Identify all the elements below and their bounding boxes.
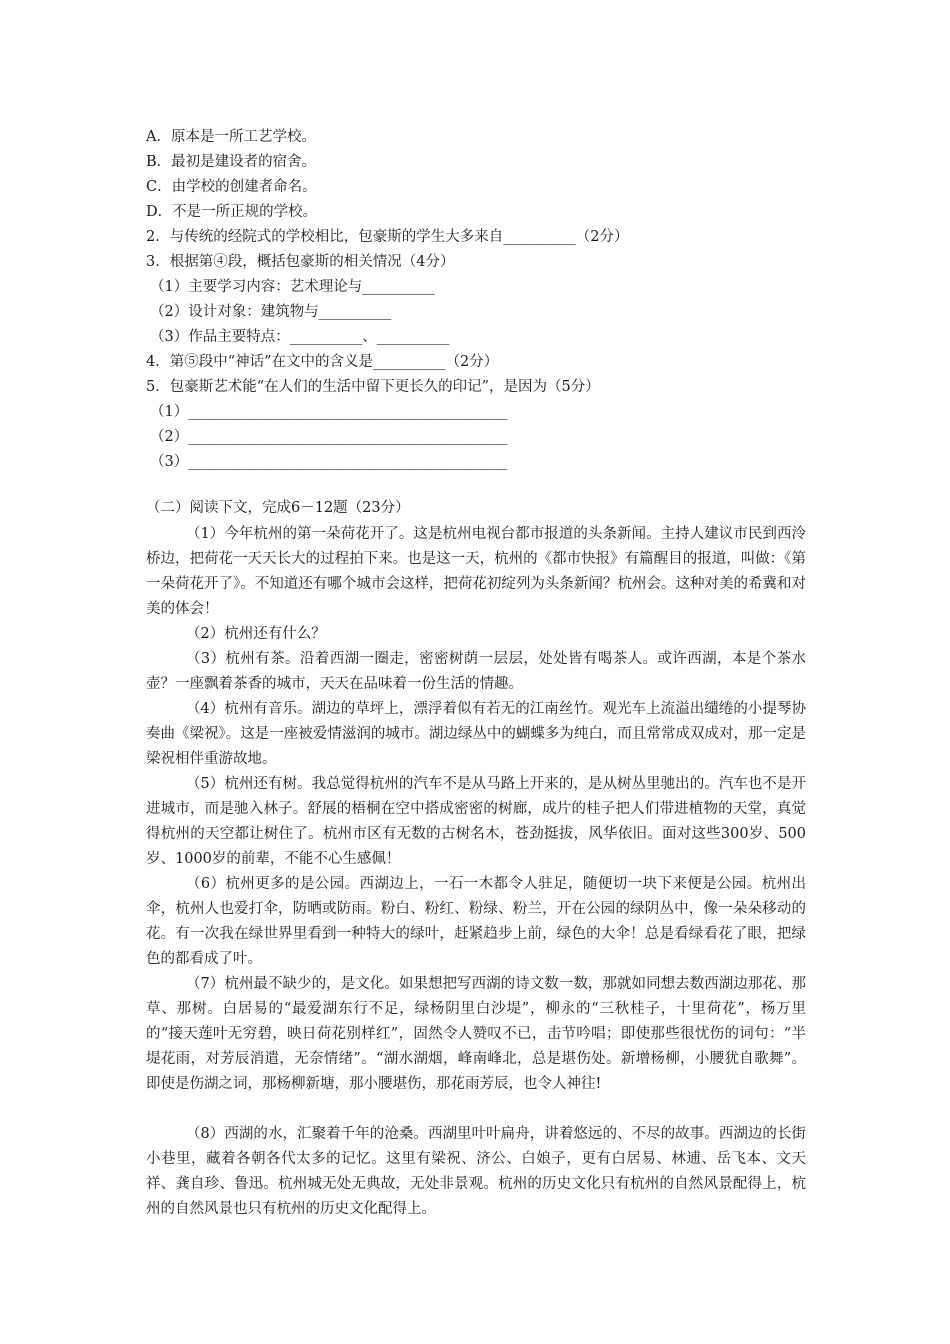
paragraph-4: （4）杭州有音乐。湖边的草坪上，漂浮着似有若无的江南丝竹。观光车上流溢出缱绻的小提琴协奏曲《梁祝》。这是一座被爱情滋润的城市。湖边绿丛中的蝴蝶多为纯白，而且常常成双成对，那一定是梁祝相伴重游故地。: [146, 701, 806, 767]
question-3: 3．根据第④段，概括包豪斯的相关情况（4分）: [146, 254, 455, 270]
paragraph-1: （1）今年杭州的第一朵荷花开了。这是杭州电视台都市报道的头条新闻。主持人建议市民到西泠桥边，把荷花一天天长大的过程拍下来。也是这一天，杭州的《都市快报》有篇醒目的报道，叫做：《第一朵荷花开了》。不知道还有哪个城市会这样，把荷花初绽列为头条新闻？杭州会。这种对美的希冀和对美的体会！: [146, 526, 806, 617]
option-d: D．不是一所正规的学校。: [146, 204, 318, 220]
paragraph-8: （8）西湖的水，汇聚着千年的沧桑。西湖里叶叶扁舟，讲着悠远的、不尽的故事。西湖边的长街小巷里，藏着各朝各代太多的记忆。这里有梁祝、济公、白娘子，更有白居易、林逋、岳飞本、文天祥、龚自珍、鲁迅。杭州城无处无典故，无处非景观。杭州的历史文化只有杭州的自然风景配得上，杭州的自然风景也只有杭州的历史文化配得上。: [146, 1126, 806, 1217]
question-5-item-1: （1）____________________________________________: [150, 404, 508, 420]
question-5-item-2: （2）____________________________________________: [150, 429, 508, 445]
paragraph-3: （3）杭州有茶。沿着西湖一圈走，密密树荫一层层，处处皆有喝茶人。或许西湖，本是个茶水壶？一座飘着茶香的城市，天天在品味着一份生活的情趣。: [146, 651, 806, 692]
option-a: A．原本是一所工艺学校。: [146, 129, 316, 145]
option-c: C．由学校的创建者命名。: [146, 179, 317, 195]
question-4: 4．第⑤段中“神话”在文中的含义是__________（2分）: [146, 354, 499, 370]
option-b: B．最初是建设者的宿舍。: [146, 154, 317, 170]
section-heading: （二）阅读下文，完成6－12题（23分）: [146, 500, 410, 516]
question-3-item-2: （2）设计对象：建筑物与__________: [150, 304, 392, 320]
question-3-item-3: （3）作品主要特点：__________、__________: [150, 329, 450, 345]
question-3-item-1: （1）主要学习内容：艺术理论与__________: [150, 279, 435, 295]
paragraph-6: （6）杭州更多的是公园。西湖边上，一石一木都令人驻足，随便切一块下来便是公园。杭州出伞，杭州人也爱打伞，防晒或防雨。粉白、粉红、粉绿、粉兰，开在公园的绿阴丛中，像一朵朵移动的花。有一次我在绿世界里看到一种特大的绿叶，赶紧趋步上前，绿色的大伞！总是看绿看花了眼，把绿色的都看成了叶。: [146, 876, 806, 967]
question-2: 2．与传统的经院式的学校相比，包豪斯的学生大多来自__________（2分）: [146, 229, 629, 245]
paragraph-7: （7）杭州最不缺少的，是文化。如果想把写西湖的诗文数一数，那就如同想去数西湖边那花、那草、那树。白居易的“最爱湖东行不足，绿杨阴里白沙堤”，柳永的“三秋桂子，十里荷花”，杨万里的“接天莲叶无穷碧，映日荷花别样红”，固然令人赞叹不已，击节吟唱；即使那些很忧伤的词句：“半堤花雨，对芳辰消遣，无奈情绪”。“湖水湖烟，峰南峰北，总是堪伤处。新增杨柳，小腰犹自歌舞”。即使是伤湖之词，那杨柳新塘，那小腰堪伤，那花雨芳辰，也令人神往!: [146, 976, 806, 1092]
question-5: 5．包豪斯艺术能“在人们的生活中留下更长久的印记”，是因为（5分）: [146, 379, 600, 395]
paragraph-5: （5）杭州还有树。我总觉得杭州的汽车不是从马路上开来的，是从树丛里驰出的。汽车也不是开进城市，而是驰入林子。舒展的梧桐在空中搭成密密的树廊，成片的桂子把人们带进植物的天堂，真觉得杭州的天空都让树住了。杭州市区有无数的古树名木，苍劲挺拔，风华依旧。面对这些300岁、500岁、1000岁的前辈，不能不心生感佩！: [146, 776, 806, 867]
question-5-item-3: （3）____________________________________________: [150, 454, 508, 470]
paragraph-2: （2）杭州还有什么？: [186, 626, 326, 642]
